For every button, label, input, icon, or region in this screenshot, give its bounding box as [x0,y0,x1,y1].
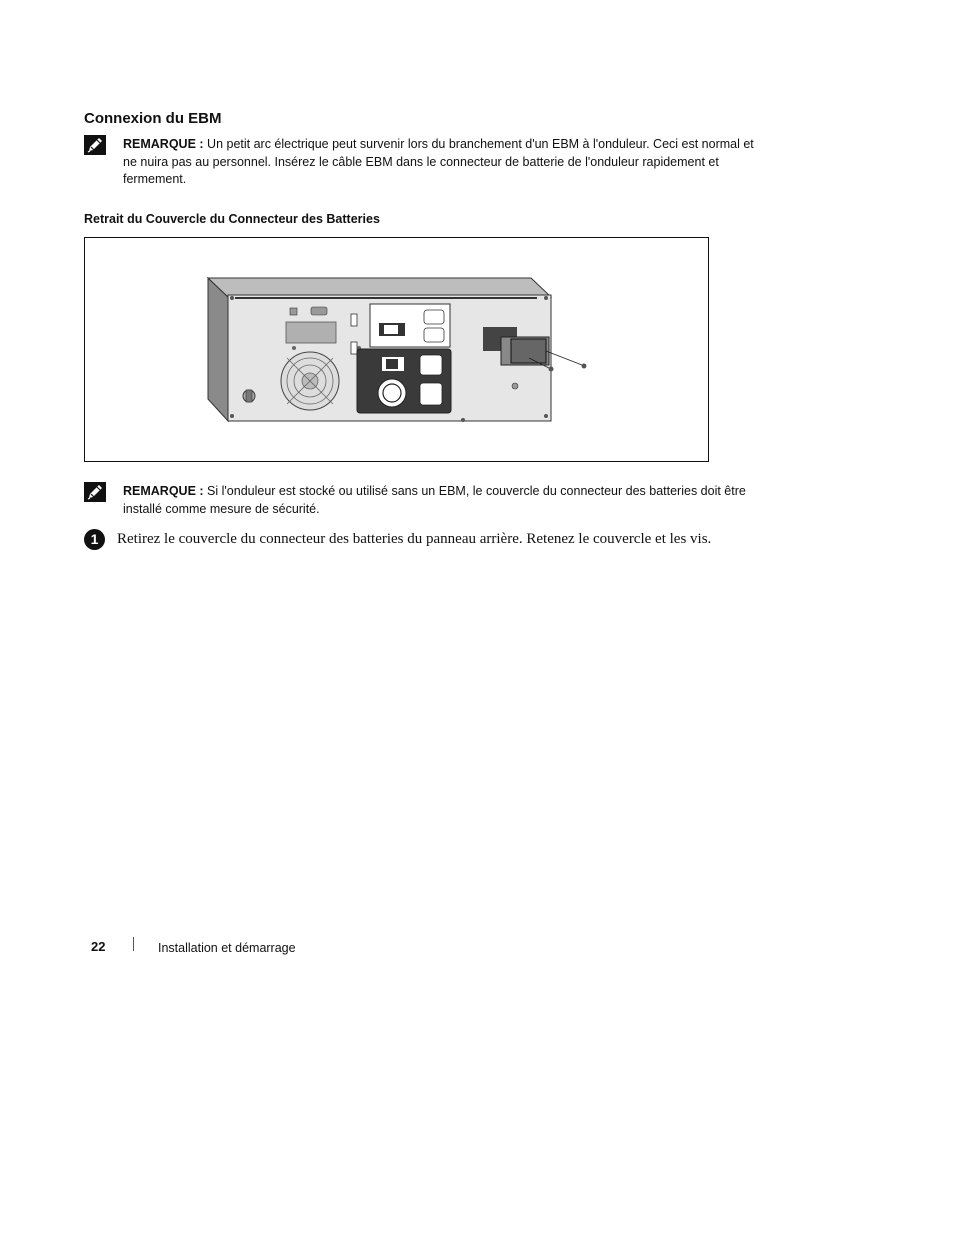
ups-rear-panel-illustration [85,238,708,461]
step-text: Retirez le couvercle du connecteur des batteries du panneau arrière. Retenez le couvercle et les vis. [117,531,712,547]
note-label: REMARQUE : [123,137,204,151]
figure-title: Retrait du Couvercle du Connecteur des Batteries [84,212,380,226]
note-2 [123,483,763,518]
pencil-note-icon [84,482,106,502]
note-text: Un petit arc électrique peut survenir lors du branchement d'un EBM à l'onduleur. Ceci est normal et ne nuira pas au personnel. Insérez le câble EBM dans le connecteur de batterie de l'onduleur rapidement et fermement. [123,137,754,186]
section-title: Connexion du EBM [84,110,222,127]
step-number-badge: 1 [84,529,105,550]
note-text: Si l'onduleur est stocké ou utilisé sans un EBM, le couvercle du connecteur des batteries doit être installé comme mesure de sécurité. [123,484,746,516]
footer-separator [133,937,134,951]
footer-section: Installation et démarrage [158,941,296,955]
note-label: REMARQUE : [123,484,204,498]
pencil-note-icon [84,135,106,155]
page-number: 22 [91,939,106,954]
figure-frame [84,237,709,462]
note-1 [123,136,763,189]
